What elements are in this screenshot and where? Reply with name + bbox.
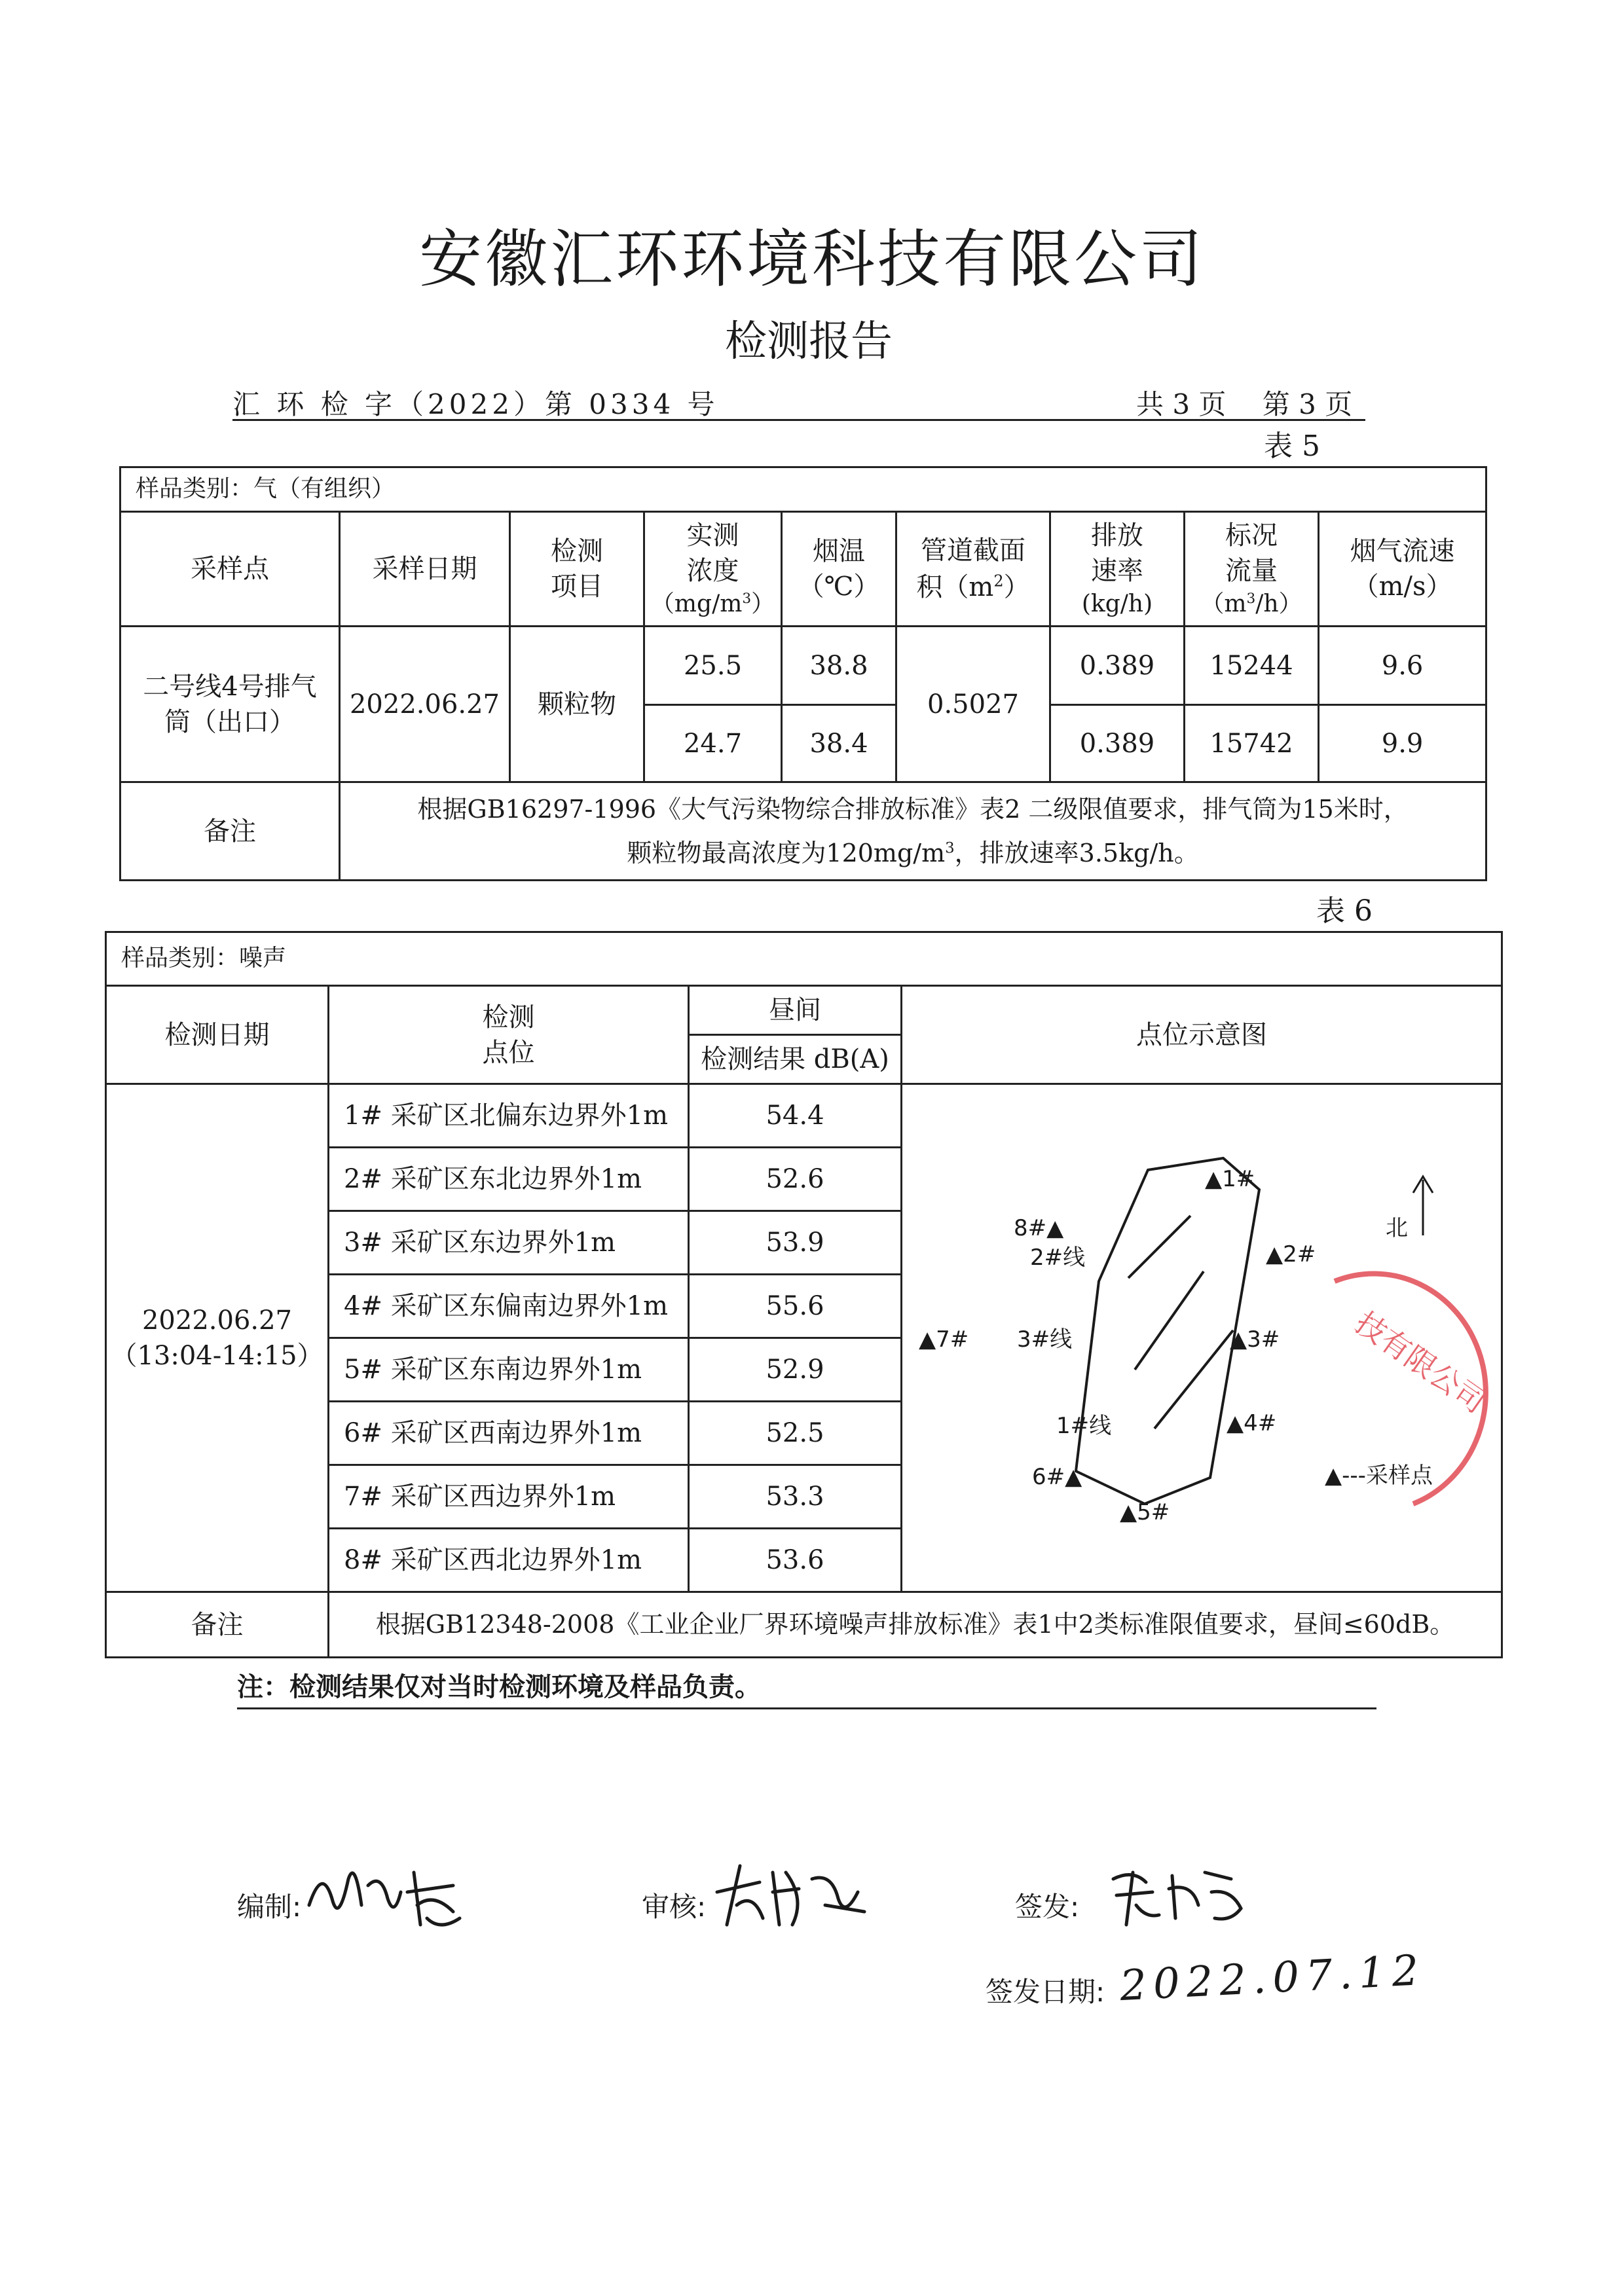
noise-point: 8# 采矿区西北边界外1m [329, 1529, 689, 1592]
noise-value: 53.3 [689, 1465, 902, 1529]
header-test-date: 检测日期 [106, 986, 329, 1084]
header-diagram: 点位示意图 [902, 986, 1502, 1084]
point-3-label: ▲3# [1230, 1326, 1280, 1353]
noise-value: 53.9 [689, 1211, 902, 1275]
header-emission-rate: 排放速率 (kg/h) [1050, 512, 1185, 627]
mining-line-3 [1135, 1271, 1204, 1370]
velocity-value: 9.6 [1319, 627, 1486, 705]
header-test-point: 检测 点位 [329, 986, 689, 1084]
concentration-value: 25.5 [644, 627, 782, 705]
header-flow: 标况流量 $(m^3/h)$ [1185, 512, 1319, 627]
header-cross-section: 管道截面积$(m^2)$ [896, 512, 1050, 627]
site-map [902, 1085, 1503, 1593]
compiler-signature [303, 1853, 486, 1938]
legend-sampling-point: ▲---采样点 [1325, 1463, 1433, 1489]
noise-point: 2# 采矿区东北边界外1m [329, 1148, 689, 1211]
point-1-label: ▲1# [1205, 1166, 1255, 1192]
issue-date-label: 签发日期: [986, 1976, 1105, 2008]
noise-value: 52.5 [689, 1402, 902, 1465]
sample-category: 样品类别：气（有组织） [120, 467, 1486, 512]
reviewer-label: 审核: [642, 1891, 707, 1923]
sampling-date: 2022.06.27 [340, 627, 510, 782]
noise-value: 54.4 [689, 1084, 902, 1148]
temperature-value: 38.8 [782, 627, 896, 705]
point-5-label: ▲5# [1120, 1499, 1170, 1525]
line-3-label: 3#线 [1017, 1326, 1073, 1353]
reviewer-signature [707, 1853, 877, 1938]
north-arrow-icon [1413, 1176, 1433, 1235]
noise-value: 53.6 [689, 1529, 902, 1592]
noise-remark-text: 根据GB12348-2008《工业企业厂界环境噪声排放标准》表1中2类标准限值要求，昼间≤60dB。 [329, 1592, 1502, 1658]
header-result: 检测结果 dB(A) [689, 1035, 902, 1084]
point-7-label: ▲7# [919, 1326, 969, 1353]
sampling-point: 二号线4号排气筒（出口） [120, 627, 340, 782]
noise-point: 5# 采矿区东南边界外1m [329, 1338, 689, 1402]
report-number-line [232, 383, 1365, 421]
table6-label: 表 6 [1316, 894, 1373, 928]
page-count: 共 3 页 第 3 页 [1136, 388, 1353, 420]
mining-line-2 [1128, 1216, 1190, 1278]
noise-point: 3# 采矿区东边界外1m [329, 1211, 689, 1275]
issue-date: 2022.07.12 [1118, 1946, 1427, 2011]
remark-label: 备注 [120, 782, 340, 881]
company-name: 安徽汇环环境科技有限公司 [419, 223, 1205, 296]
report-number: 汇 环 检 字（2022）第 0334 号 [232, 388, 719, 420]
noise-value: 52.9 [689, 1338, 902, 1402]
noise-value: 55.6 [689, 1275, 902, 1338]
noise-category: 样品类别：噪声 [106, 932, 1502, 986]
issuer-label: 签发: [1015, 1891, 1080, 1923]
header-temperature: 烟温 （℃） [782, 512, 896, 627]
line-2-label: 2#线 [1030, 1245, 1086, 1271]
table5-label: 表 5 [1264, 429, 1320, 463]
header-daytime: 昼间 [689, 986, 902, 1035]
svg-text:技有限公司: 技有限公司 [1348, 1304, 1493, 1420]
north-label: 北 [1386, 1215, 1408, 1241]
test-item: 颗粒物 [510, 627, 644, 782]
cross-section-value: 0.5027 [896, 627, 1050, 782]
header-sampling-date: 采样日期 [340, 512, 510, 627]
header-sampling-point: 采样点 [120, 512, 340, 627]
point-2-label: ▲2# [1266, 1241, 1316, 1267]
noise-value: 52.6 [689, 1148, 902, 1211]
emission-rate-value: 0.389 [1050, 705, 1185, 782]
line-1-label: 1#线 [1056, 1413, 1112, 1439]
header-velocity: 烟气流速 （m/s） [1319, 512, 1486, 627]
emission-rate-value: 0.389 [1050, 627, 1185, 705]
temperature-value: 38.4 [782, 705, 896, 782]
flow-value: 15244 [1185, 627, 1319, 705]
noise-remark-label: 备注 [106, 1592, 329, 1658]
noise-table [105, 931, 1503, 1658]
point-6-label: 6#▲ [1032, 1464, 1082, 1490]
velocity-value: 9.9 [1319, 705, 1486, 782]
disclaimer-note: 注：检测结果仅对当时检测环境及样品负责。 [237, 1666, 1376, 1709]
noise-point: 7# 采矿区西边界外1m [329, 1465, 689, 1529]
noise-point: 6# 采矿区西南边界外1m [329, 1402, 689, 1465]
noise-point: 4# 采矿区东偏南边界外1m [329, 1275, 689, 1338]
compiler-label: 编制: [237, 1891, 302, 1923]
emission-table [119, 466, 1487, 881]
point-4-label: ▲4# [1227, 1410, 1277, 1436]
concentration-value: 24.7 [644, 705, 782, 782]
noise-point: 1# 采矿区北偏东边界外1m [329, 1084, 689, 1148]
header-test-item: 检测项目 [510, 512, 644, 627]
noise-test-date: 2022.06.27 （13:04-14:15） [106, 1084, 329, 1592]
header-concentration: 实测浓度 $(mg/m^3)$ [644, 512, 782, 627]
point-diagram [902, 1084, 1502, 1592]
point-8-label: 8#▲ [1014, 1215, 1064, 1241]
issuer-signature [1100, 1853, 1257, 1931]
report-title: 检测报告 [725, 318, 893, 366]
flow-value: 15742 [1185, 705, 1319, 782]
remark-text: 根据GB16297-1996《大气污染物综合排放标准》表2 二级限值要求，排气筒为15米时， 颗粒物最高浓度为$120mg/m^3$，排放速率3.5kg/h。 [340, 782, 1486, 881]
